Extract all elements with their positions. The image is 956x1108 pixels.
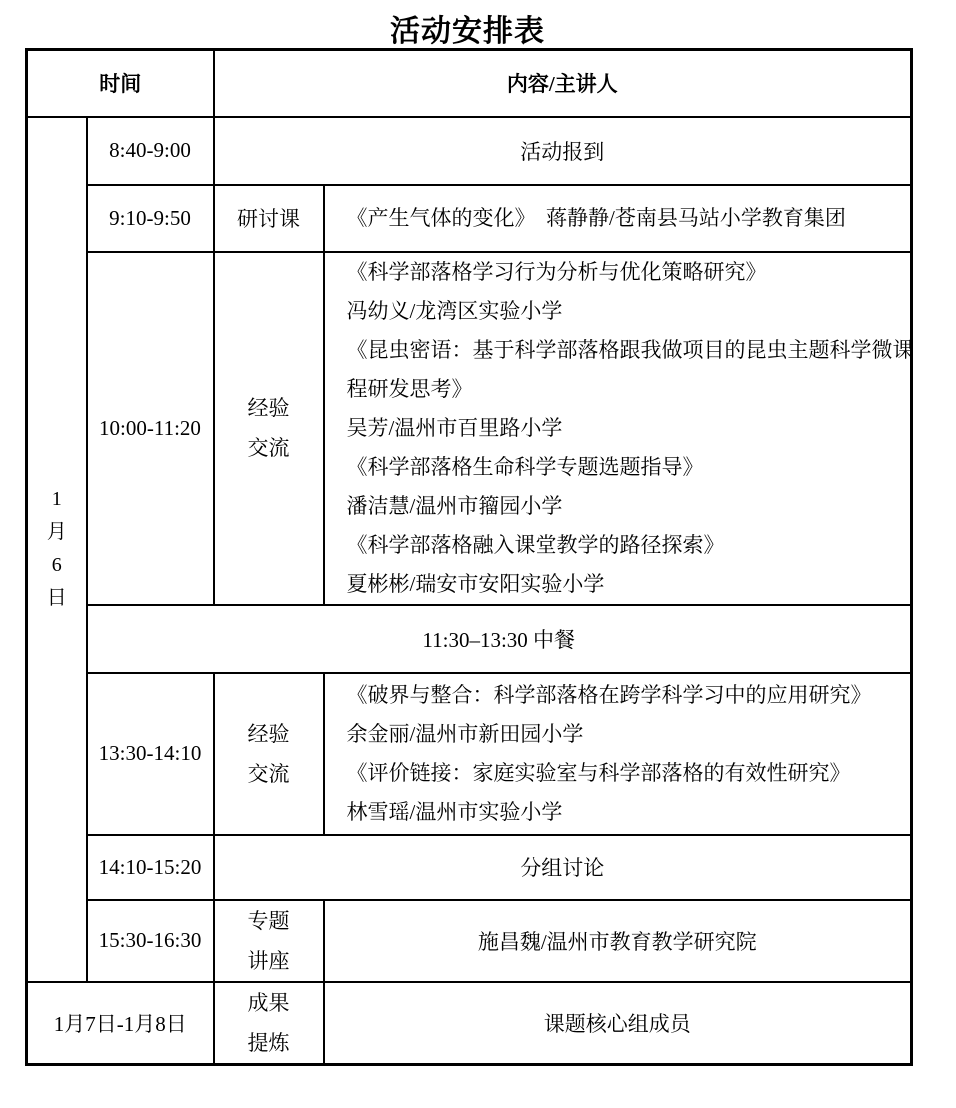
content-line: 余金丽/温州市新田园小学 xyxy=(346,721,584,746)
content-cell-group-discussion: 分组讨论 xyxy=(214,835,912,900)
header-content-cell: 内容/主讲人 xyxy=(214,50,912,117)
content-line: 冯幼义/龙湾区实验小学 xyxy=(346,298,563,323)
time-cell-group-discussion: 14:10-15:20 xyxy=(87,835,214,900)
content-cell-day2: 课题核心组成员 xyxy=(324,982,912,1065)
content-cell-lunch: 11:30–13:30 中餐 xyxy=(87,605,912,673)
date-char: 1 xyxy=(51,488,62,510)
content-line: 程研发思考》 xyxy=(346,376,473,401)
row-lunch xyxy=(27,605,912,673)
content-line: 吴芳/温州市百里路小学 xyxy=(346,415,563,440)
content-cell-afternoon-exchange xyxy=(324,673,912,835)
type-cell-lecture xyxy=(214,900,324,982)
date-char: 日 xyxy=(46,587,67,609)
date-char: 月 xyxy=(46,521,67,543)
row-seminar xyxy=(27,185,912,252)
type-line: 专题 xyxy=(247,908,290,933)
row-afternoon-exchange xyxy=(27,673,912,835)
content-line: 潘洁慧/温州市籀园小学 xyxy=(346,493,563,518)
date-char: 6 xyxy=(51,554,62,576)
type-line: 经验 xyxy=(247,396,290,420)
row-group-discussion xyxy=(27,835,912,900)
time-cell-morning-exchange: 10:00-11:20 xyxy=(87,252,214,605)
content-cell-checkin: 活动报到 xyxy=(214,117,912,185)
type-line: 经验 xyxy=(247,721,290,746)
content-line: 《评价链接：家庭实验室与科学部落格的有效性研究》 xyxy=(346,760,851,785)
type-cell-afternoon-exchange xyxy=(214,673,324,835)
page-title: 活动安排表 xyxy=(390,15,545,48)
schedule-table xyxy=(25,48,913,1066)
time-cell-afternoon-exchange: 13:30-14:10 xyxy=(87,673,214,835)
header-time-cell: 时间 xyxy=(27,50,214,117)
type-line: 交流 xyxy=(247,436,290,460)
content-line: 夏彬彬/瑞安市安阳实验小学 xyxy=(346,571,605,596)
type-line: 讲座 xyxy=(247,948,290,973)
time-cell-checkin: 8:40-9:00 xyxy=(87,117,214,185)
row-day2 xyxy=(27,982,912,1065)
content-cell-lecture: 施昌魏/温州市教育教学研究院 xyxy=(324,900,912,982)
date-cell-jan6 xyxy=(27,117,87,982)
type-cell-morning-exchange xyxy=(214,252,324,605)
type-cell-day2 xyxy=(214,982,324,1065)
time-cell-lecture: 15:30-16:30 xyxy=(87,900,214,982)
content-cell-morning-exchange xyxy=(324,252,912,605)
content-line: 《科学部落格学习行为分析与优化策略研究》 xyxy=(346,259,767,284)
date-cell-jan7-8: 1月7日-1月8日 xyxy=(27,982,214,1065)
row-lecture xyxy=(27,900,912,982)
content-line: 《科学部落格生命科学专题选题指导》 xyxy=(346,454,704,479)
content-line: 《破界与整合：科学部落格在跨学科学习中的应用研究》 xyxy=(346,682,872,707)
type-cell-seminar: 研讨课 xyxy=(214,185,324,252)
content-line: 林雪瑶/温州市实验小学 xyxy=(346,799,563,824)
row-checkin xyxy=(27,117,912,185)
content-line: 《科学部落格融入课堂教学的路径探索》 xyxy=(346,532,725,557)
type-line: 成果 xyxy=(247,990,290,1015)
type-line: 提炼 xyxy=(247,1030,290,1055)
time-cell-seminar: 9:10-9:50 xyxy=(87,185,214,252)
content-line: 《产生气体的变化》 蒋静静/苍南县马站小学教育集团 xyxy=(346,205,846,230)
type-line: 交流 xyxy=(247,761,290,786)
content-line: 《昆虫密语：基于科学部落格跟我做项目的昆虫主题科学微课 xyxy=(346,337,914,362)
row-morning-exchange xyxy=(27,252,912,605)
header-row xyxy=(27,50,912,117)
content-cell-seminar xyxy=(324,185,912,252)
